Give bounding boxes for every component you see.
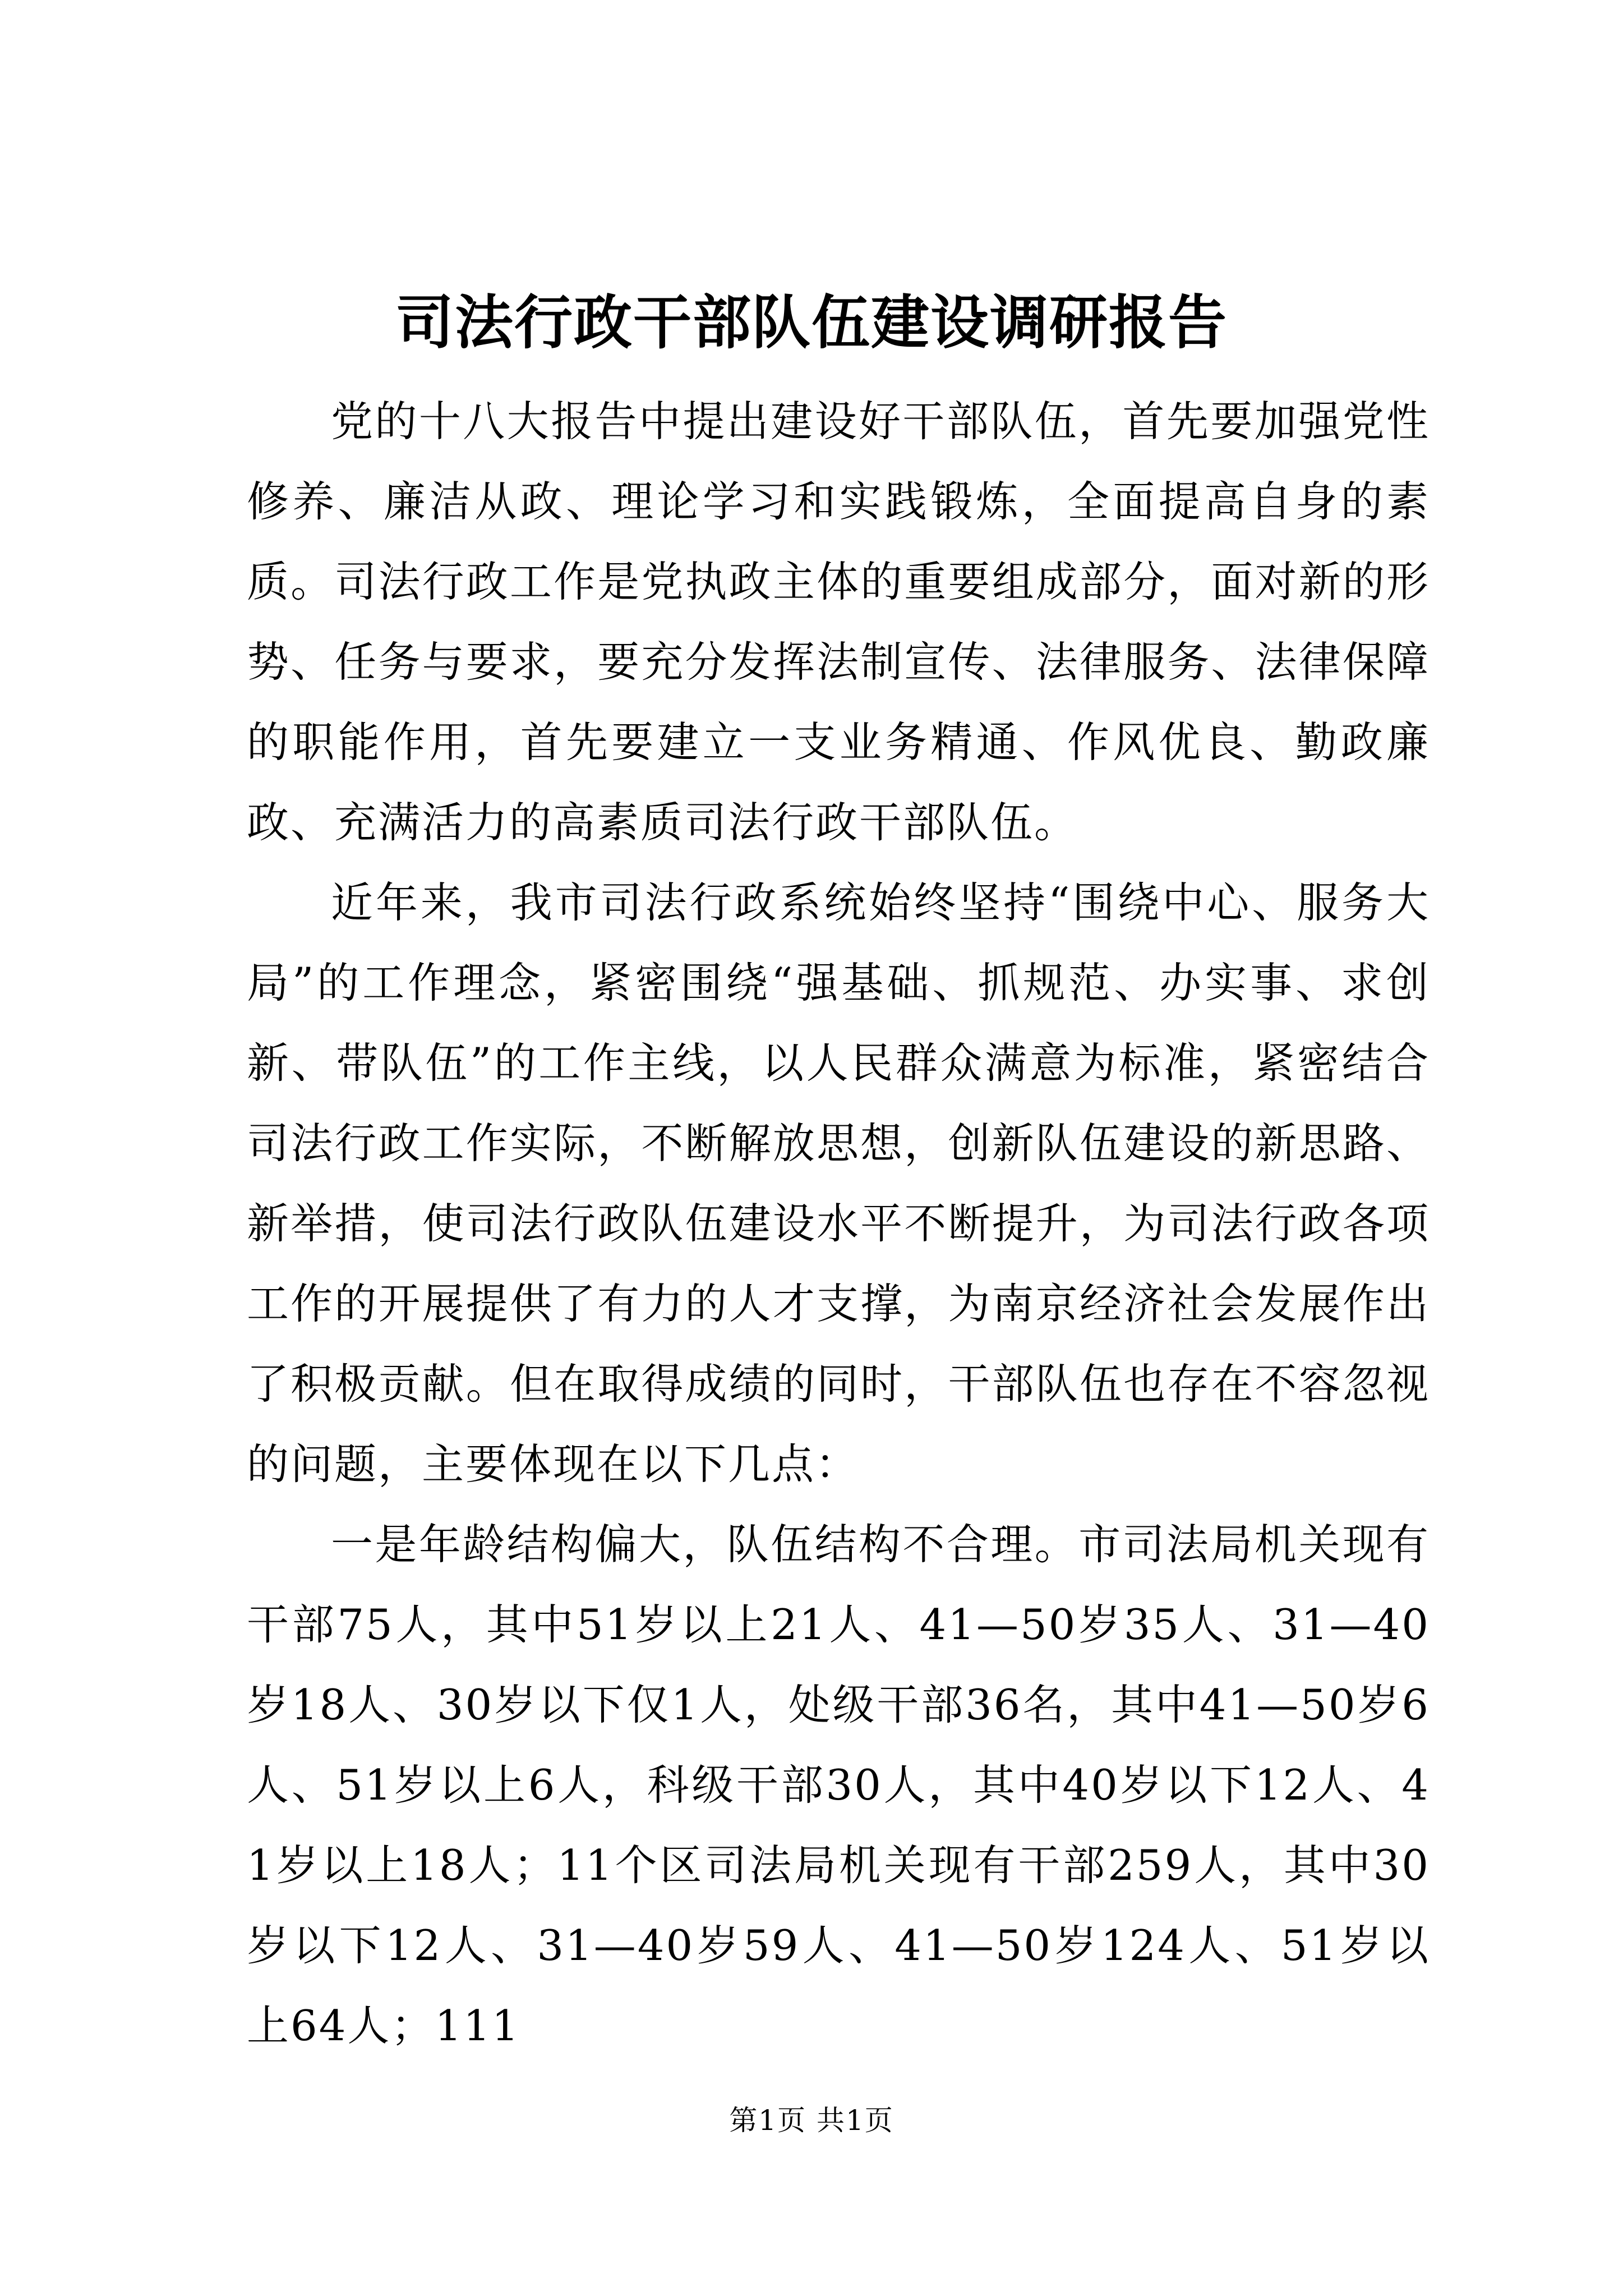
paragraph-intro: 党的十八大报告中提出建设好干部队伍，首先要加强党性修养、廉洁从政、理论学习和实践锻炼，全面提高自身的素质。司法行政工作是党执政主体的重要组成部分，面对新的形势、任务与要求，要充分发挥法制宣传、法律服务、法律保障的职能作用，首先要建立一支业务精通、作风优良、勤政廉政、充满活力的高素质司法行政干部队伍。 [247,397,1430,847]
page-number-footer: 第1页 共1页 [729,2104,894,2137]
document-body [247,381,1430,2066]
paragraph-recent-years: 近年来，我市司法行政系统始终坚持“围绕中心、服务大局”的工作理念，紧密围绕“强基础、抓规范、办实事、求创新、带队伍”的工作主线，以人民群众满意为标准，紧密结合司法行政工作实际，不断解放思想，创新队伍建设的新思路、新举措，使司法行政队伍建设水平不断提升，为司法行政各项工作的开展提供了有力的人才支撑，为南京经济社会发展作出了积极贡献。但在取得成绩的同时，干部队伍也存在不容忽视的问题，主要体现在以下几点： [247,878,1430,1489]
paragraph-age-structure: 一是年龄结构偏大，队伍结构不合理。市司法局机关现有干部75人，其中51岁以上21人、41—50岁35人、31—40岁18人、30岁以下仅1人，处级干部36名，其中41—50岁6人、51岁以上6人，科级干部30人，其中40岁以下12人、41岁以上18人；11个区司法局机关现有干部259人，其中30岁以下12人、31—40岁59人、41—50岁124人、51岁以上64人；111 [247,1520,1430,2050]
document-title: 司法行政干部队伍建设调研报告 [395,288,1228,357]
